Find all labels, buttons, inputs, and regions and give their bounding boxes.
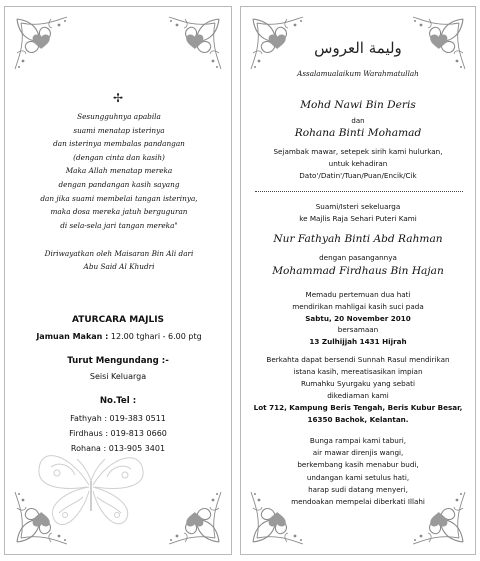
venue-address: 16350 Bachok, Kelantan. (307, 415, 409, 424)
salam-greeting: Assalamualaikum Warahmatullah (297, 69, 419, 78)
venue-line: Berkahta dapat bersendi Sunnah Rasul mendirikan (266, 355, 450, 364)
poem-line: dan isterinya membalas pandangan (53, 139, 185, 149)
parent-name-mother: Rohana Binti Mohamad (294, 127, 422, 139)
poem-line: Maka Allah menatap mereka (65, 166, 173, 176)
credit-line: Diriwayatkan oleh Maisaran Bin Ali dari (44, 249, 194, 258)
corner-heart-ornament-icon (11, 13, 81, 83)
dotted-divider (255, 191, 463, 192)
event-date: Sabtu, 20 November 2010 (305, 313, 411, 323)
groom-name: Mohammad Firdhaus Bin Hajan (272, 265, 444, 277)
invitation-line: Sejambak mawar, setepek sirih kami hulurkan, (273, 147, 443, 156)
memadu-line: mendirikan mahligai kasih suci pada (292, 301, 424, 311)
poem-line: Sesungguhnya apabila (77, 112, 161, 121)
pantun-line: air mawar direnjis wangi, (312, 448, 404, 458)
corner-heart-ornament-icon (155, 13, 225, 83)
venue-line: istana kasih, mereatisasikan impian (293, 367, 423, 376)
guest-line: ke Majlis Raja Sehari Puteri Kami (299, 214, 417, 223)
aturcara-title: ATURCARA MAJLIS (71, 315, 165, 325)
memadu-line: bersamaan (337, 325, 379, 335)
poem-line: suami menatap isterinya (73, 125, 165, 135)
pantun-line: mendoakan mempelai diberkati Illahi (291, 497, 425, 507)
butterfly-watermark-icon (31, 425, 151, 535)
pantun-line: Bunga rampai kami taburi, (309, 436, 407, 445)
venue-address: Lot 712, Kampung Beris Tengah, Beris Kubur Besar, (253, 403, 463, 412)
venue-block (241, 354, 475, 426)
right-card (240, 6, 476, 555)
corner-heart-ornament-icon (155, 478, 225, 548)
left-card (4, 6, 232, 555)
phone-title: No.Tel : (99, 396, 137, 406)
hadith-poem (15, 110, 223, 232)
pantun-line: berkembang kasih menabur budi, (297, 460, 419, 470)
poem-line: (dengan cinta dan kasih) (73, 152, 165, 162)
invitation-line: Dato'/Datin'/Tuan/Puan/Encik/Cik (299, 171, 417, 180)
turut-mengundang-title: Turut Mengundang :- (67, 356, 169, 366)
jamuan-line (15, 332, 223, 341)
poem-line: dan jika suami membelai tangan isterinya, (40, 193, 198, 203)
guest-text (241, 201, 475, 225)
jamuan-time: 12.00 tghari - 6.00 ptg (108, 332, 202, 341)
invitation-line: untuk kehadiran (328, 159, 388, 168)
arabic-calligraphy-title: وليمة العروس (314, 39, 402, 57)
poem-line: maka dosa mereka jatuh berguguran (50, 207, 188, 217)
conjunction-dan: dan (351, 117, 365, 125)
pantun-line: undangan kami setulus hati, (306, 472, 410, 482)
poem-line: di sela-sela jari tangan mereka" (60, 220, 178, 230)
event-date-block (241, 289, 475, 348)
parent-name-father: Mohd Nawi Bin Deris (300, 99, 416, 111)
venue-line: dikediaman kami (327, 391, 389, 400)
closing-pantun (241, 435, 475, 508)
phone-item: Fathyah : 019-383 0511 (70, 414, 166, 423)
poem-line: dengan pandangan kasih sayang (58, 179, 180, 189)
guest-line: Suami/Isteri sekeluarga (315, 202, 401, 211)
memadu-line: Memadu pertemuan dua hati (305, 290, 411, 299)
event-hijri-date: 13 Zulhijjah 1431 Hijrah (309, 337, 407, 347)
phone-item: Rohana : 013-905 3401 (70, 444, 166, 453)
phone-item: Firdhaus : 019-813 0660 (69, 429, 167, 438)
bride-name: Nur Fathyah Binti Abd Rahman (273, 233, 443, 245)
invitation-text (241, 146, 475, 182)
credit-line: Abu Said Al Khudri (83, 262, 155, 271)
venue-line: Rumahku Syurgaku yang sebati (301, 379, 415, 388)
turut-mengundang-name: Seisi Keluarga (89, 372, 147, 381)
jamuan-label: Jamuan Makan : (36, 332, 109, 341)
pasangan-text: dengan pasangannya (319, 253, 397, 262)
poem-credit (13, 247, 225, 273)
cross-ornament-icon: ✢ (112, 91, 124, 105)
pantun-line: harap sudi datang menyeri, (308, 484, 408, 494)
